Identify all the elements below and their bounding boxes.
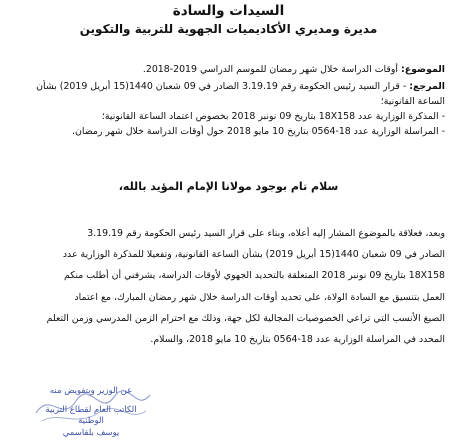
subject-label: الموضوع:	[401, 64, 445, 75]
body-paragraph-line: وبعد، فعلاقة بالموضوع المشار إليه أعلاه، وبناء على قرار السيد رئيس الحكومة رقم 3.19.19	[87, 228, 445, 239]
body-paragraph-line: العمل بتنسيق مع السادة الولاة، على تحديد أوقات الدراسة خلال شهر رمضان المبارك، مع اعتماد	[74, 292, 445, 303]
reference-line	[10, 80, 445, 93]
subject-line	[10, 63, 445, 76]
signature-line-2: الكاتب العام لقطاع التربية الوطنية	[45, 405, 137, 426]
subject-text: أوقات الدراسة خلال شهر رمضان للموسم الدراسي 2019-2018.	[142, 64, 401, 75]
reference-item-2: - المذكرة الوزارية عدد 18X158 بتاريخ 09 نونبر 2018 بخصوص اعتماد الساعة القانونية؛	[101, 111, 445, 122]
body-paragraph-line: الصادر في 09 شعبان 1440(15 أبريل 2019) بشأن الساعة القانونية، وتفعيلا للمذكرة الوزارية عدد	[62, 249, 445, 260]
signature-name: يوسف بلقاسمي	[62, 428, 120, 438]
signature-line-1: عن الوزير وبتفويض منه	[49, 386, 133, 396]
reference-item-1: - قرار السيد رئيس الحكومة رقم 3.19.19 الصادر في 09 شعبان 1440(15 أبريل 2019) بشأن	[36, 81, 410, 92]
reference-label: المرجع:	[409, 81, 445, 92]
greeting: سلام تام بوجود مولانا الإمام المؤيد بالله،	[118, 180, 339, 193]
body-paragraph-line: الصيغ الأنسب التي تراعي الخصوصيات المجالية لكل جهة، وذلك مع احترام الزمن المدرسي وزمن التعلم	[46, 313, 445, 324]
reference-item-3: - المراسلة الوزارية عدد 18-0564 بتاريخ 10 مايو 2018 حول أوقات الدراسة خلال شهر رمضان.	[72, 126, 445, 137]
reference-item-1-cont: الساعة القانونية؛	[380, 96, 445, 107]
body-paragraph-line: المحدد في المراسلة الوزارية عدد 18-0564 بتاريخ 10 مايو 2018، والسلام.	[150, 334, 445, 345]
addressee-title: السيدات والسادة	[172, 3, 285, 19]
body-paragraph-line: 18X158 بتاريخ 09 نونبر 2018 المتعلقة بالتحديد الجهوي لأوقات الدراسة، يشرفني أن أطلب منكم	[64, 270, 445, 281]
addressee-subtitle: مديرة ومديري الأكاديميات الجهوية للتربية والتكوين	[79, 22, 378, 36]
